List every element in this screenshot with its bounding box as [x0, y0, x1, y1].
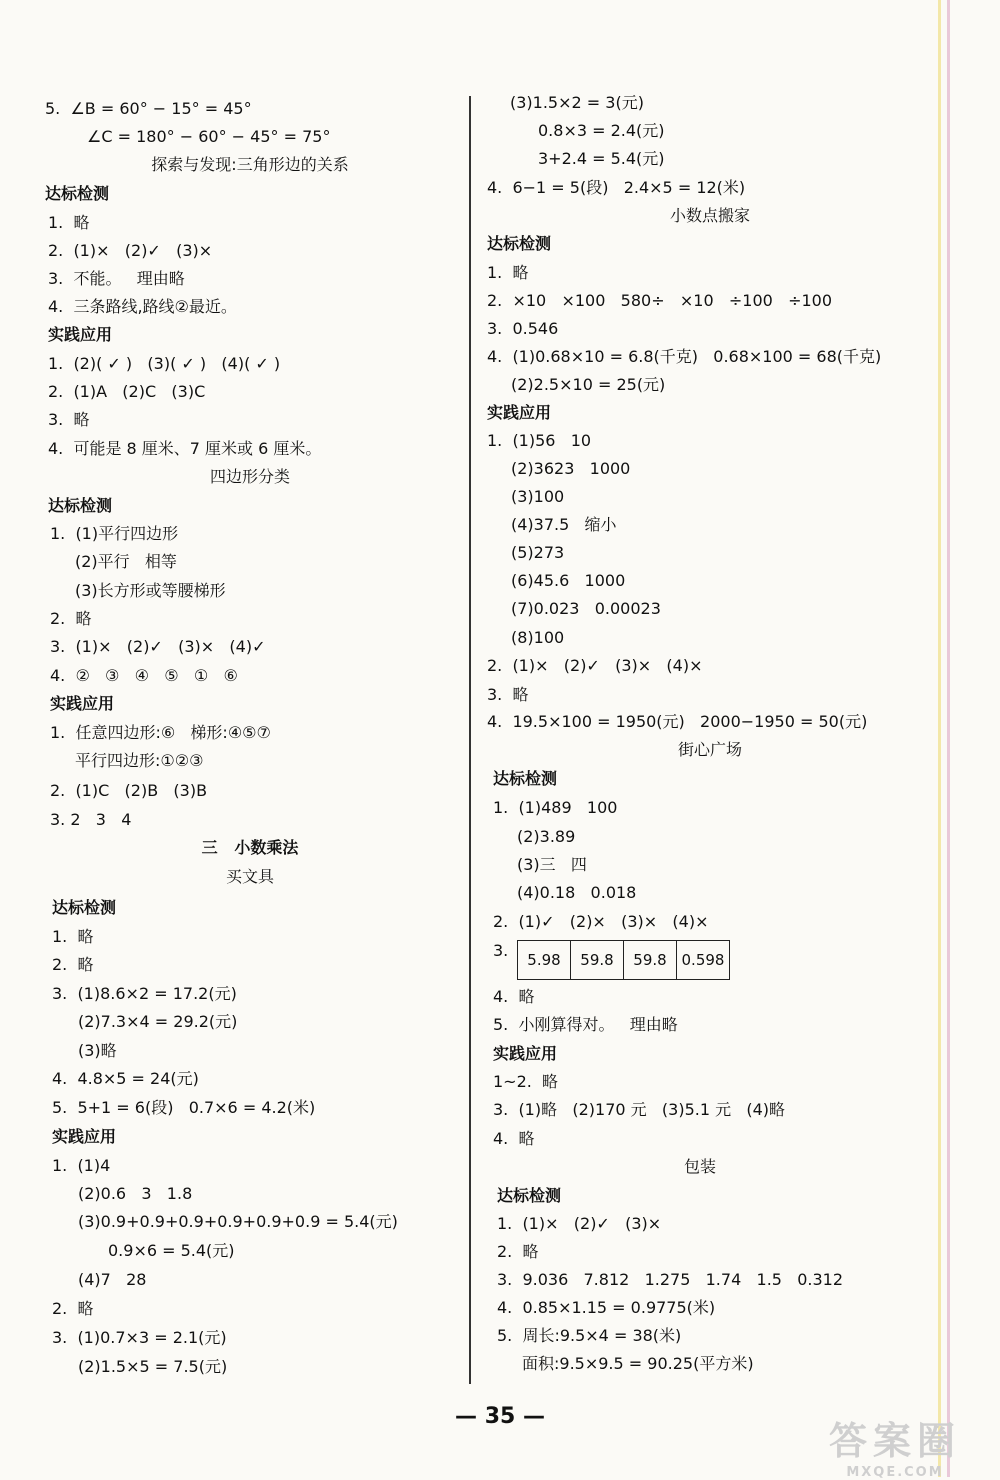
subsection-heading: 达标检测: [497, 1186, 562, 1205]
section-heading: 买文具: [225, 867, 274, 886]
answer-table: [517, 940, 730, 980]
answer-line: (4)7 28: [78, 1270, 147, 1289]
answer-line: (3)长方形或等腰梯形: [75, 581, 226, 600]
answer-line: 4. 略: [493, 1129, 535, 1148]
section-heading: 包装: [683, 1157, 716, 1176]
answer-line: 3. 9.036 7.812 1.275 1.74 1.5 0.312: [497, 1270, 844, 1289]
subsection-heading: 达标检测: [493, 769, 558, 788]
answer-line: 2. 略: [497, 1242, 539, 1261]
answer-line: 1~2. 略: [493, 1072, 559, 1091]
answer-line: 4. 0.85×1.15 = 0.9775(米): [497, 1298, 716, 1317]
answer-line: 4. 19.5×100 = 1950(元) 2000−1950 = 50(元): [487, 712, 868, 731]
answer-line: 4. (1)0.68×10 = 6.8(千克) 0.68×100 = 68(千克): [487, 347, 882, 366]
answer-line: (4)37.5 缩小: [511, 515, 617, 534]
answer-line: 0.9×6 = 5.4(元): [108, 1241, 235, 1260]
answer-line: 3.: [493, 941, 509, 960]
answer-line: (4)0.18 0.018: [517, 883, 637, 902]
answer-line: 1. (1)489 100: [493, 798, 618, 817]
subsection-heading: 实践应用: [48, 325, 113, 344]
table-cell: 5.98: [518, 941, 571, 979]
answer-line: (3)0.9+0.9+0.9+0.9+0.9+0.9 = 5.4(元): [78, 1212, 398, 1231]
answer-line: 5. 周长:9.5×4 = 38(米): [497, 1326, 682, 1345]
answer-line: (8)100: [511, 628, 565, 647]
answer-line: 3. (1)8.6×2 = 17.2(元): [52, 984, 237, 1003]
subsection-heading: 达标检测: [487, 234, 552, 253]
section-heading: 探索与发现:三角形边的关系: [151, 155, 349, 174]
table-cell: 59.8: [624, 941, 677, 979]
answer-line: 2. (1)× (2)✓ (3)×: [48, 241, 213, 260]
chapter-heading: 三 小数乘法: [201, 838, 299, 857]
page-edge-tint-2: [947, 0, 950, 1477]
answer-line: (2)3623 1000: [511, 459, 631, 478]
answer-line: 3. 略: [48, 410, 90, 429]
answer-line: (3)三 四: [517, 855, 587, 874]
answer-line: (3)100: [511, 487, 565, 506]
subsection-heading: 达标检测: [52, 898, 117, 917]
answer-line: 4. 4.8×5 = 24(元): [52, 1069, 199, 1088]
page-number: — 35 —: [455, 1404, 545, 1429]
subsection-heading: 实践应用: [493, 1044, 558, 1063]
answer-line: 1. 任意四边形:⑥ 梯形:④⑤⑦: [50, 723, 271, 742]
subsection-heading: 达标检测: [48, 496, 113, 515]
subsection-heading: 实践应用: [487, 403, 552, 422]
answer-line: 1. (1)平行四边形: [50, 524, 179, 543]
answer-line: (7)0.023 0.00023: [511, 599, 661, 618]
answer-line: (3)1.5×2 = 3(元): [510, 93, 644, 112]
answer-line: 2. ×10 ×100 580÷ ×10 ÷100 ÷100: [487, 291, 833, 310]
answer-line: 2. (1)C (2)B (3)B: [50, 781, 208, 800]
answer-line: 4. 略: [493, 987, 535, 1006]
watermark-title: 答案圈: [828, 1419, 961, 1463]
answer-line: 1. (1)4: [52, 1156, 111, 1175]
answer-line: (6)45.6 1000: [511, 571, 626, 590]
answer-line: 2. 略: [52, 1299, 94, 1318]
section-heading: 小数点搬家: [669, 206, 750, 225]
section-heading: 四边形分类: [209, 467, 290, 486]
answer-line: 4. 三条路线,路线②最近。: [48, 297, 237, 316]
answer-line: (2)0.6 3 1.8: [78, 1184, 193, 1203]
column-divider: [469, 96, 471, 1384]
subsection-heading: 实践应用: [50, 694, 115, 713]
subsection-heading: 达标检测: [45, 184, 110, 203]
answer-line: 2. (1)× (2)✓ (3)× (4)×: [487, 656, 703, 675]
answer-line: 0.8×3 = 2.4(元): [538, 121, 665, 140]
answer-line: 2. (1)A (2)C (3)C: [48, 382, 206, 401]
answer-line: 1. (2)( ✓ ) (3)( ✓ ) (4)( ✓ ): [48, 354, 281, 373]
answer-line: 1. (1)56 10: [487, 431, 592, 450]
answer-line: (2)3.89: [517, 827, 576, 846]
answer-line: 1. 略: [52, 927, 94, 946]
answer-line: 5. 小刚算得对。 理由略: [493, 1015, 678, 1034]
answer-line: 2. (1)✓ (2)× (3)× (4)×: [493, 912, 709, 931]
answer-line: 1. 略: [487, 263, 529, 282]
answer-line: (3)略: [78, 1041, 117, 1060]
answer-line: 2. 略: [52, 955, 94, 974]
answer-line: 3. 略: [487, 685, 529, 704]
answer-line: 3. 不能。 理由略: [48, 269, 185, 288]
answer-line: 4. 6−1 = 5(段) 2.4×5 = 12(米): [487, 178, 746, 197]
answer-line: 2. 略: [50, 609, 92, 628]
table-cell: 0.598: [681, 951, 725, 969]
answer-line: 4. ② ③ ④ ⑤ ① ⑥: [50, 666, 238, 685]
answer-line: 3. 0.546: [487, 319, 559, 338]
answer-line: (2)2.5×10 = 25(元): [511, 375, 666, 394]
answer-line: 平行四边形:①②③: [75, 751, 204, 770]
page-edge-tint: [938, 0, 941, 1477]
answer-line: 3. (1)略 (2)170 元 (3)5.1 元 (4)略: [493, 1100, 786, 1119]
answer-line: (5)273: [511, 543, 565, 562]
answer-line: 3. (1)0.7×3 = 2.1(元): [52, 1328, 227, 1347]
answer-line: (2)7.3×4 = 29.2(元): [78, 1012, 238, 1031]
answer-line: (2)平行 相等: [75, 552, 177, 571]
answer-line: 5. 5+1 = 6(段) 0.7×6 = 4.2(米): [52, 1098, 316, 1117]
answer-line: ∠C = 180° − 60° − 45° = 75°: [87, 127, 331, 146]
answer-line: 3. 2 3 4: [50, 810, 132, 829]
subsection-heading: 实践应用: [52, 1127, 117, 1146]
watermark-url: MXQE.COM: [846, 1465, 944, 1480]
section-heading: 街心广场: [677, 740, 742, 759]
answer-line: 3. (1)× (2)✓ (3)× (4)✓: [50, 637, 266, 656]
answer-line: 1. (1)× (2)✓ (3)×: [497, 1214, 662, 1233]
answer-line: 1. 略: [48, 213, 90, 232]
watermark-logo: [800, 1410, 990, 1480]
answer-line: 4. 可能是 8 厘米、7 厘米或 6 厘米。: [48, 439, 322, 458]
answer-line: 面积:9.5×9.5 = 90.25(平方米): [522, 1354, 754, 1373]
answer-line: (2)1.5×5 = 7.5(元): [78, 1357, 228, 1376]
answer-line: 5. ∠B = 60° − 15° = 45°: [45, 99, 252, 118]
answer-line: 3+2.4 = 5.4(元): [538, 149, 665, 168]
table-cell: 59.8: [571, 941, 624, 979]
